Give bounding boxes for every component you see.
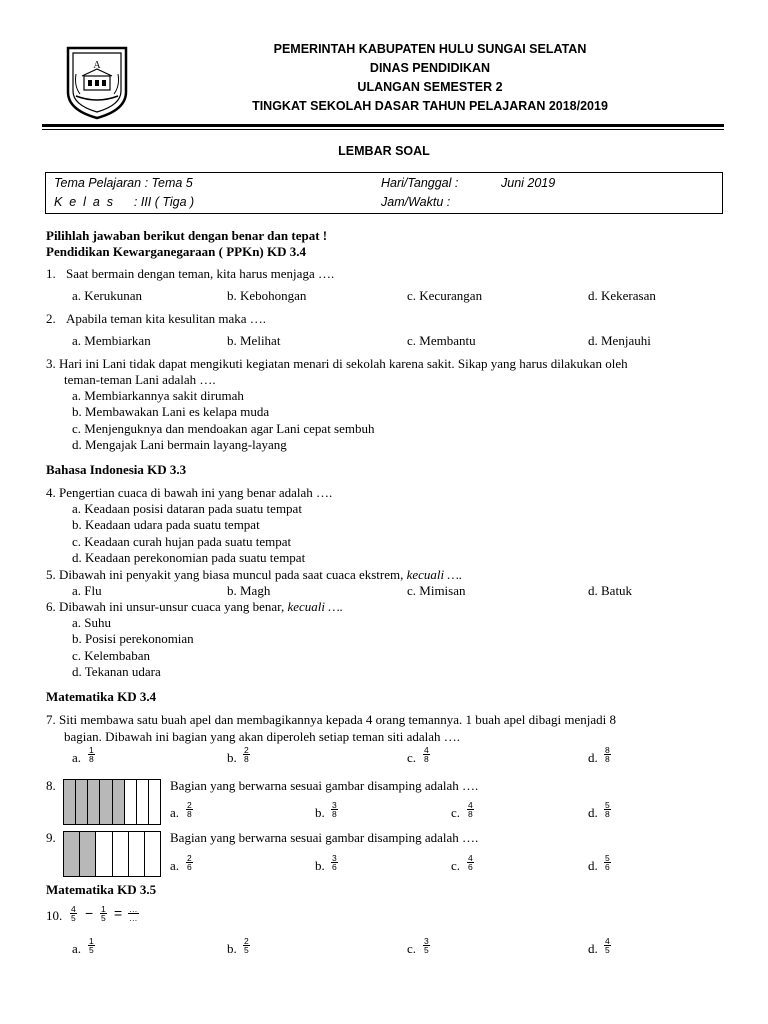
q9-option-b-label: b. [315,858,325,873]
q7-option-b-label: b. [227,750,237,765]
q10-equals: = [114,905,123,921]
fraction-denominator: 8 [89,754,94,764]
q10-fraction-3 [128,905,139,923]
q9-text: Bagian yang berwarna sesuai gambar disamping adalah …. [170,830,479,845]
q9-fraction-bar [63,831,161,877]
q6-stem: 6. Dibawah ini unsur-unsur cuaca yang benar, [46,599,285,614]
q10-option-a-label: a. [72,941,82,956]
fraction-denominator: 6 [468,862,473,872]
q5-option-b: b. Magh [227,583,271,598]
q9-option-a-fraction [186,854,193,872]
q9-option-c-label: c. [451,858,461,873]
section-ppkn: Pendidikan Kewarganegaraan ( PPKn) KD 3.4 [46,244,307,259]
logo-letter: A [93,60,101,71]
q2-option-d: d. Menjauhi [588,333,651,348]
fraction-numerator: 4 [605,936,610,946]
info-box [45,172,723,214]
q7-option-c-fraction [423,746,430,764]
section-bindo: Bahasa Indonesia KD 3.3 [46,462,187,477]
q6-option-c: c. Kelembaban [72,648,150,663]
tema-label: Tema Pelajaran : Tema 5 [54,176,193,190]
q10-option-b-fraction [243,937,250,955]
q10-number: 10. [46,908,63,923]
q10-option-d-fraction [604,937,611,955]
q10-fraction-2 [100,905,107,923]
fraction-numerator: 8 [605,745,610,755]
q6-kecuali: kecuali …. [287,599,344,614]
q3-option-c: c. Menjenguknya dan mendoakan agar Lani cepat sembuh [72,421,375,436]
q7-text: 7. Siti membawa satu buah apel dan membagikannya kepada 4 orang temannya. 1 buah apel dibagi menjadi 8 [46,712,617,727]
q6-text [46,599,343,615]
fraction-numerator: 2 [244,936,249,946]
q10-minus: − [85,905,94,921]
q4-option-d: d. Keadaan perekonomian pada suatu tempat [72,550,306,565]
hari-value: Juni 2019 [501,176,556,190]
q10-option-c-fraction [423,937,430,955]
q8-option-d-fraction [604,801,611,819]
q1-text: Saat bermain dengan teman, kita harus menjaga …. [66,266,335,281]
q6-option-d: d. Tekanan udara [72,664,161,679]
bar-segment-shaded [64,832,80,876]
kelas-label: K e l a s : III ( Tiga ) [54,195,195,209]
sheet-title: LEMBAR SOAL [338,144,430,158]
q8-option-a-fraction [186,801,193,819]
bar-segment-empty [145,832,160,876]
q8-number: 8. [46,778,56,793]
fraction-numerator: 5 [605,853,610,863]
fraction-numerator: 4 [468,853,473,863]
q1-option-a: a. Kerukunan [72,288,143,303]
fraction-numerator: 5 [605,800,610,810]
bar-segment-shaded [64,780,76,824]
section-mat35: Matematika KD 3.5 [46,882,157,897]
fraction-numerator: 2 [244,745,249,755]
q10-n3: … [129,904,138,914]
hari-label: Hari/Tanggal : [381,176,459,190]
school-logo [64,44,130,120]
fraction-denominator: 8 [605,809,610,819]
q10-fraction-1 [70,905,77,923]
header-divider-thin [42,129,724,130]
q4-option-c: c. Keadaan curah hujan pada suatu tempat [72,534,292,549]
fraction-numerator: 3 [424,936,429,946]
fraction-denominator: 8 [468,809,473,819]
q2-text: Apabila teman kita kesulitan maka …. [66,311,266,326]
q5-option-a: a. Flu [72,583,102,598]
q9-option-d-label: d. [588,858,598,873]
q7-text-cont: bagian. Dibawah ini bagian yang akan diperoleh setiap teman siti adalah …. [64,729,461,744]
q7-option-a-label: a. [72,750,82,765]
q1-option-b: b. Kebohongan [227,288,307,303]
q9-option-a-label: a. [170,858,180,873]
q10-n2: 1 [101,904,106,914]
q7-option-a-fraction [88,746,95,764]
q5-text [46,567,462,583]
q10-option-a-fraction [88,937,95,955]
fraction-denominator: 6 [605,862,610,872]
fraction-numerator: 3 [332,853,337,863]
q10-d2: 5 [101,913,106,923]
bar-segment-empty [96,832,112,876]
q6-option-a: a. Suhu [72,615,111,630]
q5-option-d: d. Batuk [588,583,633,598]
q10-d3: … [129,913,138,923]
q7-option-b-fraction [243,746,250,764]
bar-segment-empty [113,832,129,876]
q8-option-d-label: d. [588,805,598,820]
q2-option-c: c. Membantu [407,333,476,348]
bar-segment-shaded [88,780,100,824]
fraction-denominator: 8 [244,754,249,764]
q7-option-c-label: c. [407,750,417,765]
q2-option-b: b. Melihat [227,333,281,348]
fraction-denominator: 6 [332,862,337,872]
fraction-denominator: 5 [424,945,429,955]
bar-segment-shaded [76,780,88,824]
q5-option-c: c. Mimisan [407,583,466,598]
fraction-denominator: 5 [89,945,94,955]
q9-option-c-fraction [467,854,474,872]
header-line-1: PEMERINTAH KABUPATEN HULU SUNGAI SELATAN [273,42,587,56]
q3-text: 3. Hari ini Lani tidak dapat mengikuti kegiatan menari di sekolah karena sakit. Sikap yang harus dilakukan oleh [46,356,628,371]
fraction-denominator: 8 [332,809,337,819]
bar-segment-empty [129,832,145,876]
q8-option-b-fraction [331,801,338,819]
fraction-numerator: 3 [332,800,337,810]
header-line-2: DINAS PENDIDIKAN [369,61,491,75]
fraction-denominator: 8 [605,754,610,764]
jam-label: Jam/Waktu : [381,195,451,209]
q4-option-b: b. Keadaan udara pada suatu tempat [72,517,260,532]
fraction-numerator: 1 [89,936,94,946]
bar-segment-shaded [100,780,112,824]
q4-option-a: a. Keadaan posisi dataran pada suatu tempat [72,501,302,516]
q10-d1: 5 [71,913,76,923]
q3-option-a: a. Membiarkannya sakit dirumah [72,388,244,403]
q8-fraction-bar [63,779,161,825]
fraction-numerator: 2 [187,800,192,810]
q1-number: 1. [46,266,56,281]
q5-kecuali: kecuali …. [406,567,463,582]
q10-option-d-label: d. [588,941,598,956]
fraction-numerator: 2 [187,853,192,863]
q7-option-d-fraction [604,746,611,764]
q3-text-cont: teman-teman Lani adalah …. [64,372,216,387]
q8-option-c-fraction [467,801,474,819]
q7-option-d-label: d. [588,750,598,765]
q10-option-c-label: c. [407,941,417,956]
section-mat34: Matematika KD 3.4 [46,689,157,704]
q8-text: Bagian yang berwarna sesuai gambar disamping adalah …. [170,778,479,793]
q2-number: 2. [46,311,56,326]
header-line-4: TINGKAT SEKOLAH DASAR TAHUN PELAJARAN 2018/2019 [252,99,608,113]
bar-segment-shaded [113,780,125,824]
fraction-denominator: 8 [187,809,192,819]
instruction: Pilihlah jawaban berikut dengan benar dan tepat ! [46,228,328,243]
q8-option-b-label: b. [315,805,325,820]
fraction-numerator: 1 [89,745,94,755]
q9-option-b-fraction [331,854,338,872]
bar-segment-empty [125,780,137,824]
fraction-denominator: 6 [187,862,192,872]
q3-option-b: b. Membawakan Lani es kelapa muda [72,404,270,419]
bar-segment-empty [137,780,149,824]
fraction-denominator: 5 [244,945,249,955]
q6-option-b: b. Posisi perekonomian [72,631,194,646]
bar-segment-empty [149,780,160,824]
q1-option-c: c. Kecurangan [407,288,483,303]
q3-option-d: d. Mengajak Lani bermain layang-layang [72,437,287,452]
q2-option-a: a. Membiarkan [72,333,151,348]
header-divider-thick [42,124,724,127]
q9-option-d-fraction [604,854,611,872]
q1-option-d: d. Kekerasan [588,288,656,303]
fraction-denominator: 5 [605,945,610,955]
q4-text: 4. Pengertian cuaca di bawah ini yang benar adalah …. [46,485,333,500]
q5-stem: 5. Dibawah ini penyakit yang biasa muncul pada saat cuaca ekstrem, [46,567,404,582]
fraction-denominator: 8 [424,754,429,764]
fraction-numerator: 4 [468,800,473,810]
fraction-numerator: 4 [424,745,429,755]
q8-option-a-label: a. [170,805,180,820]
header-line-3: ULANGAN SEMESTER 2 [357,80,503,94]
q9-number: 9. [46,830,56,845]
q10-n1: 4 [71,904,76,914]
bar-segment-shaded [80,832,96,876]
logo-emblem-icon [64,44,130,120]
q8-option-c-label: c. [451,805,461,820]
q10-option-b-label: b. [227,941,237,956]
